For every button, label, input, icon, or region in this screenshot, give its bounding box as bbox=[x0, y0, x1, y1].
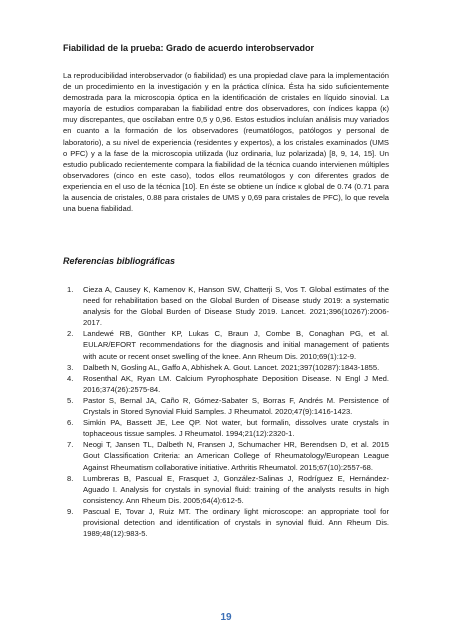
reference-number: 7. bbox=[67, 440, 74, 450]
body-paragraph: La reproducibilidad interobservador (o fiabilidad) es una propiedad clave para la implementación de un procedimiento en la investigación y en la práctica clínica. Ésta ha sido suficientemente demostrada para la microscopia óptica en la identificación de cristales en líquido sinovial. La mayoría de estudios comparaban la fiabilidad entre dos observadores, con índices kappa (κ) muy discrepantes, que oscilaban entre 0,5 y 0,96. Estos estudios incluían análisis muy variados en cuanto a la formación de los observadores (reumatólogos, patólogos y personal de laboratorio), a su nivel de experiencia (residentes y expertos), a los cristales examinados (UMS o PFC) y a la fase de la microscopia utilizada (luz ordinaria, luz polarizada) [8, 9, 14, 15]. Un estudio publicado recientemente compara la fiabilidad de la técnica cuando intervienen múltiples observadores (cinco en este caso), todos ellos reumatólogos y con diferentes grados de experiencia en el uso de la técnica [10]. En éste se obtiene un índice κ global de 0.74 (0.71 para la ausencia de cristales, 0.88 para cristales de UMS y 0,69 para cristales de PFC), lo que revela una buena fiabilidad. bbox=[63, 71, 389, 214]
reference-number: 8. bbox=[67, 473, 74, 483]
reference-item bbox=[63, 328, 389, 361]
references-title: Referencias bibliográficas bbox=[63, 256, 176, 266]
reference-item bbox=[63, 473, 389, 506]
reference-text: Rosenthal AK, Ryan LM. Calcium Pyrophosphate Deposition Disease. N Engl J Med. 2016;374(26):2575-84. bbox=[83, 373, 389, 394]
reference-item bbox=[63, 284, 389, 328]
references-list bbox=[63, 284, 389, 539]
reference-text: Lumbreras B, Pascual E, Frasquet J, González-Salinas J, Rodríguez E, Hernández-Aguado I. Analysis for crystals in synovial fluid: training of the analysts results in high consistency. Ann Rheum Dis. 2005;64(4):612-5. bbox=[83, 473, 389, 505]
reference-number: 4. bbox=[67, 373, 74, 383]
reference-item bbox=[63, 439, 389, 472]
reference-text: Pastor S, Bernal JA, Caño R, Gómez-Sabater S, Borras F, Andrés M. Persistence of Crystals in Stored Synovial Fluid Samples. J Rheumatol. 2020;47(9):1416-1423. bbox=[83, 395, 389, 417]
reference-number: 2. bbox=[67, 329, 74, 339]
reference-text: Landewé RB, Günther KP, Lukas C, Braun J, Combe B, Conaghan PG, et al. EULAR/EFORT recommendations for the diagnosis and initial management of patients with acute or recent onset swelling of the knee. Ann Rheum Dis. 2010;69(1):12-9. bbox=[83, 329, 389, 361]
reference-item bbox=[63, 395, 389, 417]
reference-text: Dalbeth N, Gosling AL, Gaffo A, Abhishek A. Gout. Lancet. 2021;397(10287):1843-1855. bbox=[83, 362, 380, 372]
reference-number: 1. bbox=[67, 285, 74, 294]
reference-number: 9. bbox=[67, 506, 74, 516]
section-title: Fiabilidad de la prueba: Grado de acuerdo interobservador bbox=[63, 43, 315, 53]
reference-item bbox=[63, 373, 389, 395]
reference-text: Cieza A, Causey K, Kamenov K, Hanson SW, Chatterji S, Vos T. Global estimates of the need for rehabilitation based on the Global Burden of Disease study 2019: a systematic analysis for the Global Burden of Disease Study 2019. Lancet. 2021;396(10267):2006-2017. bbox=[83, 285, 389, 328]
reference-item bbox=[63, 362, 389, 373]
reference-number: 3. bbox=[67, 362, 74, 372]
reference-text: Simkin PA, Bassett JE, Lee QP. Not water, but formalin, dissolves urate crystals in tophaceous tissue samples. J Rheumatol. 1994;21(12):2320-1. bbox=[83, 418, 389, 439]
reference-item bbox=[63, 417, 389, 439]
reference-text: Pascual E, Tovar J, Ruiz MT. The ordinary light microscope: an appropriate tool for provisional detection and identification of crystals in synovial fluid. Ann Rheum Dis. 1989;48(12):983-5. bbox=[83, 506, 389, 539]
reference-number: 5. bbox=[67, 395, 74, 405]
reference-item bbox=[63, 506, 389, 539]
reference-number: 6. bbox=[67, 418, 74, 428]
page-number: 19 bbox=[220, 612, 232, 623]
reference-text: Neogi T, Jansen TL, Dalbeth N, Fransen J, Schumacher HR, Berendsen D, et al. 2015 Gout Classification Criteria: an American College of Rheumatology/European League Against Rheumatism collaborative initiative. Arthritis Rheumatol. 2015;67(10):2557-68. bbox=[83, 440, 389, 472]
